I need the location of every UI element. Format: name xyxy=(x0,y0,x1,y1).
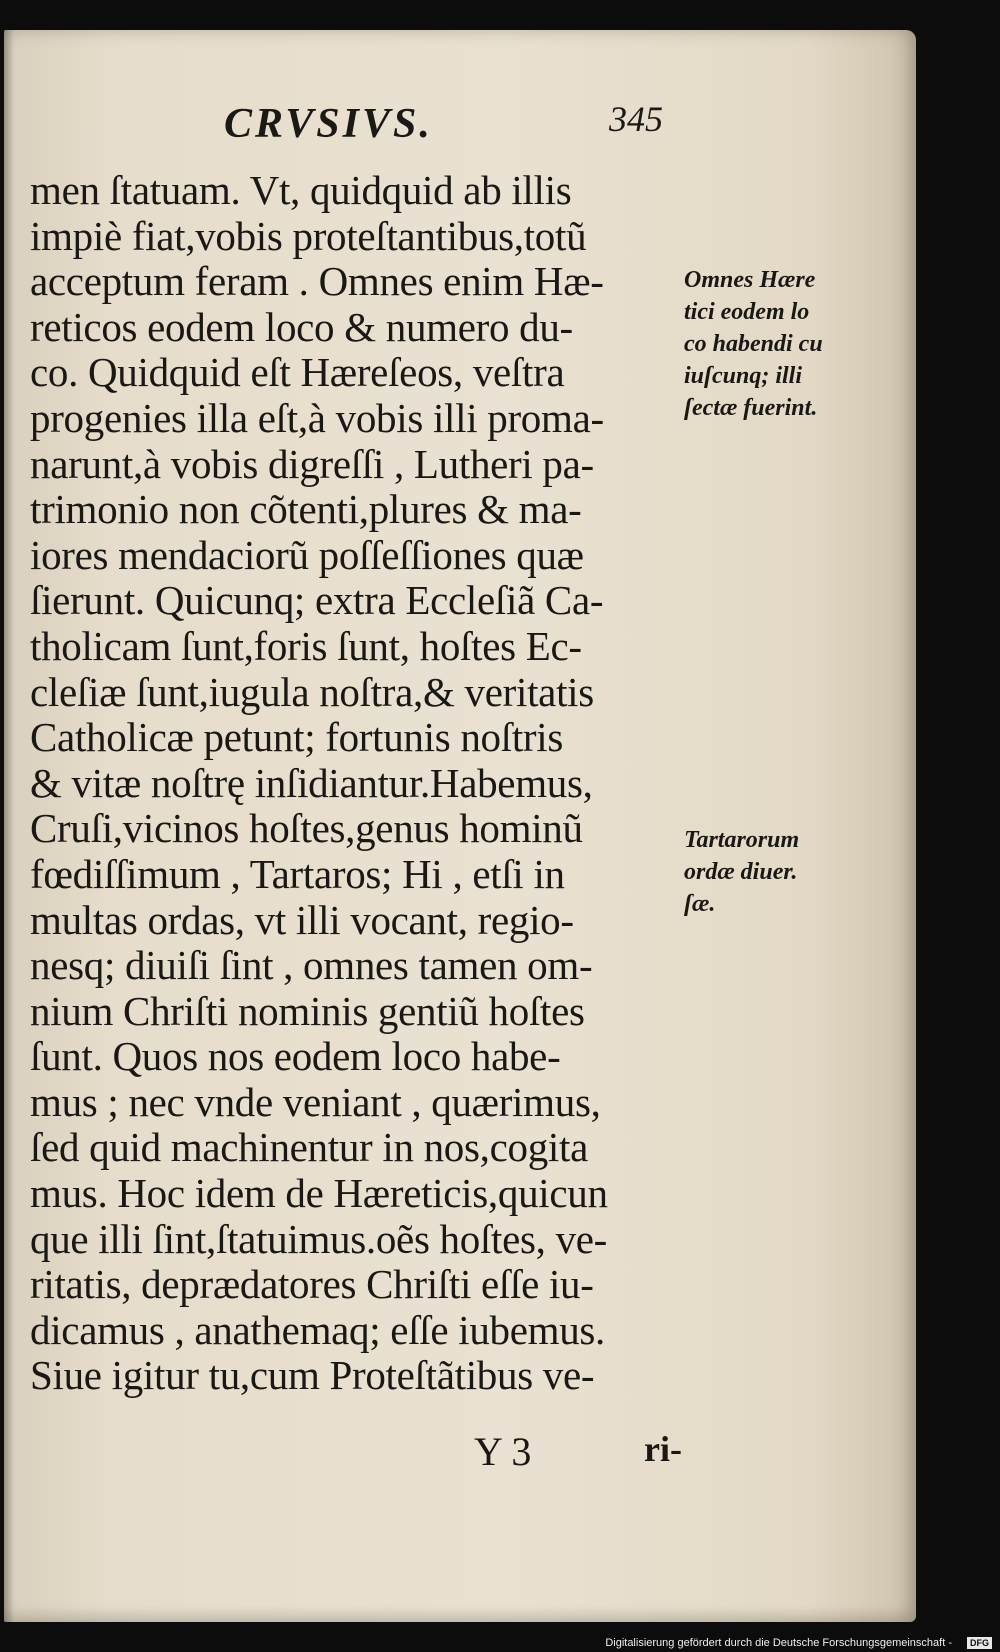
text-line: narunt,à vobis digreſſi , Lutheri pa- xyxy=(30,440,594,487)
margin-note-line: Tartarorum xyxy=(684,827,800,853)
page-number: 345 xyxy=(609,99,663,139)
text-line: progenies illa eſt,à vobis illi proma- xyxy=(30,394,604,441)
text-line: iores mendaciorũ poſſeſſiones quæ xyxy=(30,531,584,578)
margin-note-line: ordæ diuer. xyxy=(684,859,798,885)
text-line: mus. Hoc idem de Hæreticis,quicun xyxy=(30,1170,608,1217)
margin-note-tartars xyxy=(684,824,914,920)
text-line: reticos eodem loco & numero du- xyxy=(30,303,573,350)
dfg-logo: DFG xyxy=(967,1637,992,1649)
catchword: ri- xyxy=(644,1429,682,1469)
text-line: dicamus , anathemaq; eſſe iubemus. xyxy=(30,1306,606,1353)
margin-note-line: tici eodem lo xyxy=(684,299,810,325)
book-page xyxy=(4,30,916,1622)
text-line: Catholicæ petunt; fortunis noſtris xyxy=(30,714,564,761)
text-line: acceptum feram . Omnes enim Hæ- xyxy=(30,258,604,305)
text-line: Siue igitur tu,cum Proteſtãtibus ve- xyxy=(30,1352,595,1399)
text-line: men ſtatuam. Vt, quidquid ab illis xyxy=(30,167,572,213)
running-head: CRVSIVS. xyxy=(224,101,433,147)
signature-mark: Y 3 xyxy=(474,1429,532,1474)
margin-note-line: iuſcunq; illi xyxy=(684,363,803,389)
margin-note-line: ſectæ fuerint. xyxy=(684,395,818,421)
margin-note-line: ſæ. xyxy=(684,891,716,917)
text-line: mus ; nec vnde veniant , quærimus, xyxy=(30,1078,601,1125)
text-line: multas ordas, vt illi vocant, regio- xyxy=(30,896,574,943)
text-line: ſed quid machinentur in nos,cogita xyxy=(30,1124,588,1171)
body-text xyxy=(30,168,690,1399)
spine-shadow xyxy=(4,30,14,1622)
text-line: impiè fiat,vobis proteſtantibus,totũ xyxy=(30,212,587,259)
text-line: co. Quidquid eſt Hæreſeos, veſtra xyxy=(30,349,565,396)
text-line: tholicam ſunt,foris ſunt, hoſtes Ec- xyxy=(30,622,582,669)
text-line: & vitæ noſtrę inſidiantur.Habemus, xyxy=(30,759,593,806)
text-line: Cruſi,vicinos hoſtes,genus hominũ xyxy=(30,805,583,852)
text-line: ſunt. Quos nos eodem loco habe- xyxy=(30,1033,561,1080)
margin-note-line: Omnes Hære xyxy=(684,267,816,293)
text-line: cleſiæ ſunt,iugula noſtra,& veritatis xyxy=(30,668,594,715)
text-line: ſierunt. Quicunq; extra Eccleſiã Ca- xyxy=(30,577,604,624)
text-line: que illi ſint,ſtatuimus.oẽs hoſtes, ve- xyxy=(30,1215,608,1262)
text-line: trimonio non cõtenti,plures & ma- xyxy=(30,486,582,533)
margin-note-line: co habendi cu xyxy=(684,331,823,357)
text-line: fœdiſſimum , Tartaros; Hi , etſi in xyxy=(30,850,565,897)
margin-note-heretics xyxy=(684,264,914,424)
digitization-credit: Digitalisierung gefördert durch die Deutsche Forschungsgemeinschaft - xyxy=(605,1637,952,1649)
text-line: nium Chriſti nominis gentiũ hoſtes xyxy=(30,987,585,1034)
text-line: nesq; diuiſi ſint , omnes tamen om- xyxy=(30,942,593,989)
text-line: ritatis, deprædatores Chriſti eſſe iu- xyxy=(30,1261,594,1308)
